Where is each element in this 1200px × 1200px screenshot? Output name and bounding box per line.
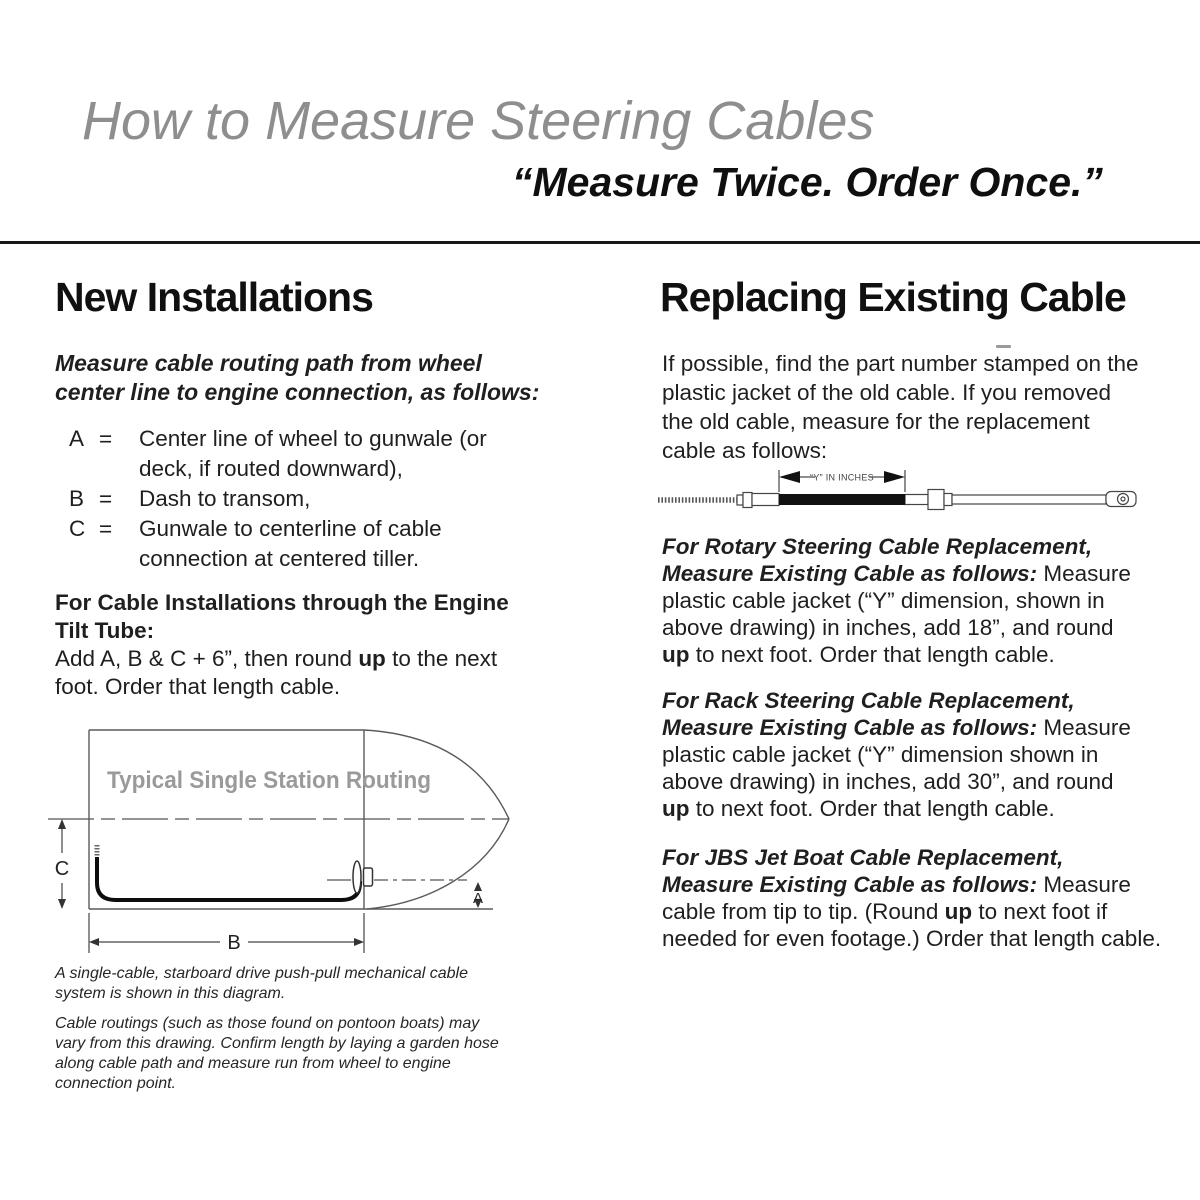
- footnote-single-cable: A single-cable, starboard drive push-pull mechanical cable system is shown in this diagram.: [55, 965, 468, 1002]
- dim-c-arrow-up: [58, 819, 66, 829]
- dim-b-arrow-left: [89, 938, 99, 946]
- definition-row-b: [55, 484, 487, 514]
- page-title: How to Measure Steering Cables: [82, 91, 875, 151]
- footnote-cable-routings: Cable routings (such as those found on pontoon boats) may vary from this drawing. Confirm length by laying a garden hose along cable path and measure run from wheel to engine connection point.: [55, 1015, 499, 1092]
- cable-jacket: [779, 494, 905, 505]
- definition-key: C: [69, 516, 86, 541]
- equals-sign: =: [99, 486, 113, 511]
- cable-measurement-drawing: [653, 457, 1143, 523]
- dimension-definitions: [55, 424, 487, 574]
- equals-sign: =: [99, 426, 113, 451]
- new-installations-heading: New Installations: [55, 274, 373, 320]
- measure-routing-lead: Measure cable routing path from wheel center line to engine connection, as follows:: [55, 350, 540, 405]
- y-dim-arrow-left: [779, 471, 800, 483]
- definition-row-c: [55, 514, 487, 574]
- dim-c-arrow-down: [58, 899, 66, 909]
- helm-bezel: [364, 868, 373, 886]
- dim-b-label: B: [227, 932, 241, 954]
- tilt-tube-instructions: For Cable Installations through the Engine Tilt Tube: Add A, B & C + 6”, then round up to the next foot. Order that length cable.: [55, 590, 509, 699]
- tagline: “Measure Twice. Order Once.”: [512, 159, 1103, 205]
- y-dimension-label: “Y” IN INCHES: [810, 472, 874, 483]
- definition-text: Center line of wheel to gunwale (or deck, if routed downward),: [139, 426, 487, 481]
- replacing-existing-cable-heading: Replacing Existing Cable: [660, 274, 1126, 320]
- scan-artifact-dash: [996, 345, 1011, 348]
- replacement-intro: If possible, find the part number stamped on the plastic jacket of the old cable. If you removed the old cable, measure for the replacement cable as follows:: [662, 351, 1139, 463]
- definition-text: Gunwale to centerline of cable connection at centered tiller.: [139, 516, 442, 571]
- equals-sign: =: [99, 516, 113, 541]
- dim-a-label: A: [472, 890, 484, 907]
- definition-text: Dash to transom,: [139, 486, 311, 511]
- helm-wheel: [353, 861, 361, 893]
- definition-key: B: [69, 486, 85, 511]
- boat-routing-diagram: [38, 711, 550, 963]
- definition-row-a: [55, 424, 487, 484]
- dim-b-arrow-right: [354, 938, 364, 946]
- divider-rule: [0, 241, 1200, 244]
- rotary-replacement-section: For Rotary Steering Cable Replacement, Measure Existing Cable as follows: Measure plastic cable jacket (“Y” dimension, shown in above drawing) in inches, add 18”, and round up to next foot. Order that length cable.: [662, 534, 1131, 667]
- steering-cable-path: [97, 857, 360, 900]
- definition-key: A: [69, 426, 85, 451]
- y-dim-arrow-right: [884, 471, 905, 483]
- diagram-caption: Typical Single Station Routing: [107, 767, 431, 794]
- jbs-replacement-section: For JBS Jet Boat Cable Replacement, Measure Existing Cable as follows: Measure cable from tip to tip. (Round up to next foot if needed for even footage.) Order that length cable.: [662, 845, 1162, 951]
- dim-c-label: C: [54, 858, 70, 880]
- rack-replacement-section: For Rack Steering Cable Replacement, Measure Existing Cable as follows: Measure plastic cable jacket (“Y” dimension shown in above drawing) in inches, add 30”, and round up to next foot. Order that length cable.: [662, 688, 1131, 821]
